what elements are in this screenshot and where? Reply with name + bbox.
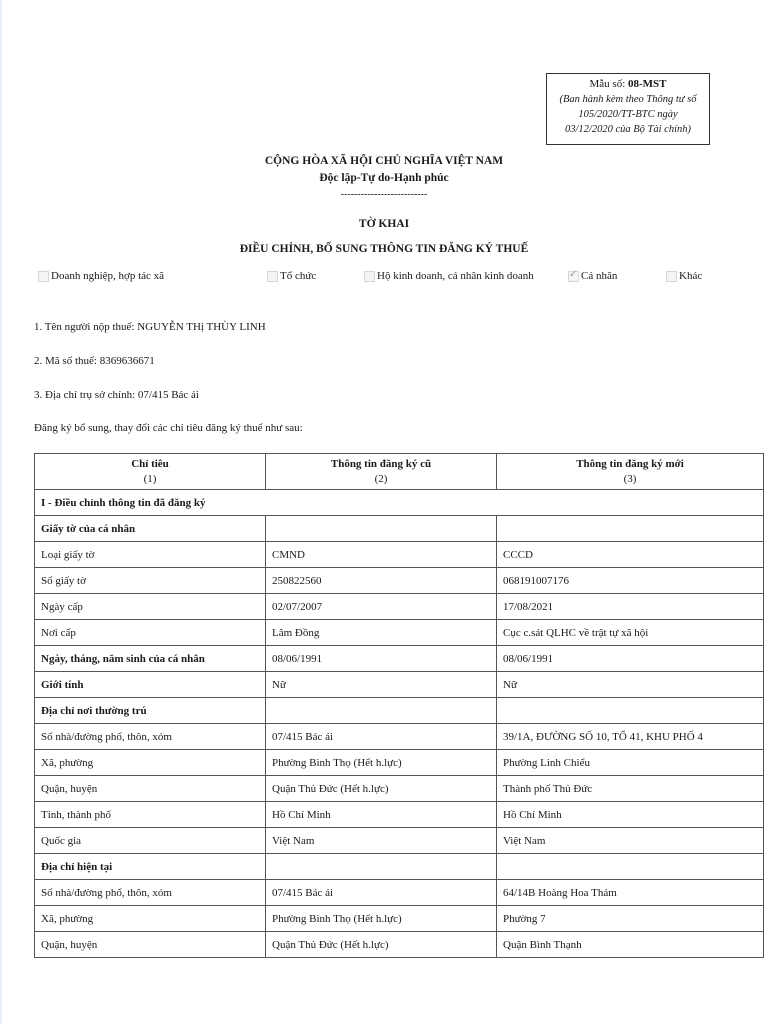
cell-new-value: 068191007176 bbox=[497, 568, 764, 594]
column-header-old-info bbox=[266, 454, 497, 490]
table-row bbox=[35, 698, 764, 724]
cell-new-value: Thành phố Thủ Đức bbox=[497, 776, 764, 802]
table-row bbox=[35, 854, 764, 880]
table-row bbox=[35, 776, 764, 802]
cell-criteria: Giới tính bbox=[35, 672, 266, 698]
section-title: I - Điều chỉnh thông tin đã đăng ký bbox=[35, 490, 764, 516]
cell-criteria: Quận, huyện bbox=[35, 932, 266, 958]
page-edge bbox=[0, 0, 2, 1024]
document-title: TỜ KHAI bbox=[358, 218, 410, 230]
cell-old-value: Lâm Đồng bbox=[266, 620, 497, 646]
table-row bbox=[35, 672, 764, 698]
cell-criteria: Nơi cấp bbox=[35, 620, 266, 646]
column-header-criteria bbox=[35, 454, 266, 490]
cell-old-value: CMND bbox=[266, 542, 497, 568]
form-note-line-2: 105/2020/TT-BTC ngày bbox=[578, 109, 678, 120]
section-row bbox=[35, 490, 764, 516]
cell-criteria: Ngày, tháng, năm sinh của cá nhân bbox=[35, 646, 266, 672]
cell-new-value: 39/1A, ĐƯỜNG SỐ 10, TỔ 41, KHU PHỐ 4 bbox=[497, 724, 764, 750]
cell-criteria: Số giấy tờ bbox=[35, 568, 266, 594]
cell-new-value: Phường 7 bbox=[497, 906, 764, 932]
form-number-box bbox=[546, 73, 710, 145]
table-row bbox=[35, 880, 764, 906]
cell-criteria: Xã, phường bbox=[35, 750, 266, 776]
cell-new-value: Quận Bình Thạnh bbox=[497, 932, 764, 958]
column-title: Thông tin đăng ký cũ bbox=[330, 457, 432, 470]
cell-old-value: 07/415 Bác ái bbox=[266, 724, 497, 750]
checkbox-box[interactable] bbox=[267, 271, 278, 282]
checkbox-household[interactable] bbox=[364, 270, 534, 282]
column-title: Thông tin đăng ký mới bbox=[576, 457, 684, 470]
table-row bbox=[35, 802, 764, 828]
table-header-row bbox=[35, 454, 764, 490]
table-row bbox=[35, 750, 764, 776]
tax-code: 2. Mã số thuế: 8369636671 bbox=[34, 355, 155, 367]
taxpayer-type-checkboxes bbox=[0, 270, 768, 288]
nation-heading: CỘNG HÒA XÃ HỘI CHỦ NGHĨA VIỆT NAM bbox=[264, 155, 504, 167]
cell-new-value: Hồ Chí Minh bbox=[497, 802, 764, 828]
cell-old-value: 07/415 Bác ái bbox=[266, 880, 497, 906]
cell-old-value: Nữ bbox=[266, 672, 497, 698]
cell-new-value: 64/14B Hoàng Hoa Thám bbox=[497, 880, 764, 906]
table-row bbox=[35, 594, 764, 620]
form-note-line-1: (Ban hành kèm theo Thông tư số bbox=[559, 94, 697, 105]
checkbox-box-checked[interactable] bbox=[568, 271, 579, 282]
cell-criteria: Số nhà/đường phố, thôn, xóm bbox=[35, 724, 266, 750]
cell-old-value: Phường Bình Thọ (Hết h.lực) bbox=[266, 750, 497, 776]
checkbox-box[interactable] bbox=[38, 271, 49, 282]
checkbox-box[interactable] bbox=[364, 271, 375, 282]
checkbox-label: Doanh nghiệp, hợp tác xã bbox=[51, 270, 165, 282]
checkbox-label: Khác bbox=[679, 270, 703, 282]
cell-criteria: Địa chỉ nơi thường trú bbox=[35, 698, 266, 724]
table-row bbox=[35, 724, 764, 750]
cell-new-value: Việt Nam bbox=[497, 828, 764, 854]
head-office-address: 3. Địa chỉ trụ sở chính: 07/415 Bác ái bbox=[34, 389, 199, 401]
cell-old-value: 02/07/2007 bbox=[266, 594, 497, 620]
table-row bbox=[35, 516, 764, 542]
checkbox-label: Cá nhân bbox=[581, 270, 618, 282]
checkbox-other[interactable] bbox=[666, 270, 702, 282]
document-subtitle: ĐIỀU CHỈNH, BỔ SUNG THÔNG TIN ĐĂNG KÝ THUẾ bbox=[239, 243, 529, 255]
form-number-label: Mẫu số: bbox=[589, 78, 628, 90]
cell-old-value: Phường Bình Thọ (Hết h.lực) bbox=[266, 906, 497, 932]
motto-heading: Độc lập-Tự do-Hạnh phúc bbox=[319, 172, 449, 184]
cell-old-value: Quận Thủ Đức (Hết h.lực) bbox=[266, 776, 497, 802]
cell-new-value bbox=[497, 854, 764, 880]
cell-old-value: Việt Nam bbox=[266, 828, 497, 854]
cell-new-value: CCCD bbox=[497, 542, 764, 568]
table-row bbox=[35, 542, 764, 568]
table-row bbox=[35, 568, 764, 594]
cell-new-value bbox=[497, 516, 764, 542]
cell-criteria: Tỉnh, thành phố bbox=[35, 802, 266, 828]
checkbox-organization[interactable] bbox=[267, 270, 316, 282]
cell-criteria: Địa chỉ hiện tại bbox=[35, 854, 266, 880]
cell-old-value bbox=[266, 854, 497, 880]
table-row bbox=[35, 906, 764, 932]
form-number-line bbox=[547, 77, 709, 92]
cell-criteria: Quốc gia bbox=[35, 828, 266, 854]
form-code: 08-MST bbox=[628, 78, 667, 90]
checkbox-enterprise[interactable] bbox=[38, 270, 164, 282]
heading-divider: -------------------------- bbox=[340, 189, 428, 200]
column-number: (2) bbox=[374, 472, 388, 485]
cell-new-value: Phường Linh Chiểu bbox=[497, 750, 764, 776]
registration-intro: Đăng ký bổ sung, thay đổi các chỉ tiêu đăng ký thuế như sau: bbox=[34, 422, 303, 434]
cell-new-value: 17/08/2021 bbox=[497, 594, 764, 620]
table-row bbox=[35, 620, 764, 646]
cell-old-value: Hồ Chí Minh bbox=[266, 802, 497, 828]
cell-old-value bbox=[266, 516, 497, 542]
cell-criteria: Giấy tờ của cá nhân bbox=[35, 516, 266, 542]
column-number: (1) bbox=[143, 472, 157, 485]
registration-table bbox=[34, 453, 764, 958]
column-header-new-info bbox=[497, 454, 764, 490]
cell-new-value: Nữ bbox=[497, 672, 764, 698]
checkbox-label: Hộ kinh doanh, cá nhân kinh doanh bbox=[377, 270, 534, 282]
checkbox-individual[interactable] bbox=[568, 270, 617, 282]
cell-criteria: Loại giấy tờ bbox=[35, 542, 266, 568]
cell-criteria: Quận, huyện bbox=[35, 776, 266, 802]
table-row bbox=[35, 828, 764, 854]
checkbox-box[interactable] bbox=[666, 271, 677, 282]
column-title: Chỉ tiêu bbox=[131, 457, 169, 470]
cell-new-value bbox=[497, 698, 764, 724]
cell-old-value: 08/06/1991 bbox=[266, 646, 497, 672]
cell-old-value bbox=[266, 698, 497, 724]
table-row bbox=[35, 646, 764, 672]
cell-new-value: Cục c.sát QLHC về trật tự xã hội bbox=[497, 620, 764, 646]
column-number: (3) bbox=[623, 472, 637, 485]
cell-criteria: Số nhà/đường phố, thôn, xóm bbox=[35, 880, 266, 906]
taxpayer-name: 1. Tên người nộp thuế: NGUYỄN THị THÙY LINH bbox=[34, 321, 266, 333]
cell-new-value: 08/06/1991 bbox=[497, 646, 764, 672]
cell-criteria: Ngày cấp bbox=[35, 594, 266, 620]
cell-old-value: Quận Thủ Đức (Hết h.lực) bbox=[266, 932, 497, 958]
table-row bbox=[35, 932, 764, 958]
form-note-line-3: 03/12/2020 của Bộ Tài chính) bbox=[565, 124, 691, 135]
cell-criteria: Xã, phường bbox=[35, 906, 266, 932]
checkbox-label: Tổ chức bbox=[280, 270, 317, 282]
cell-old-value: 250822560 bbox=[266, 568, 497, 594]
